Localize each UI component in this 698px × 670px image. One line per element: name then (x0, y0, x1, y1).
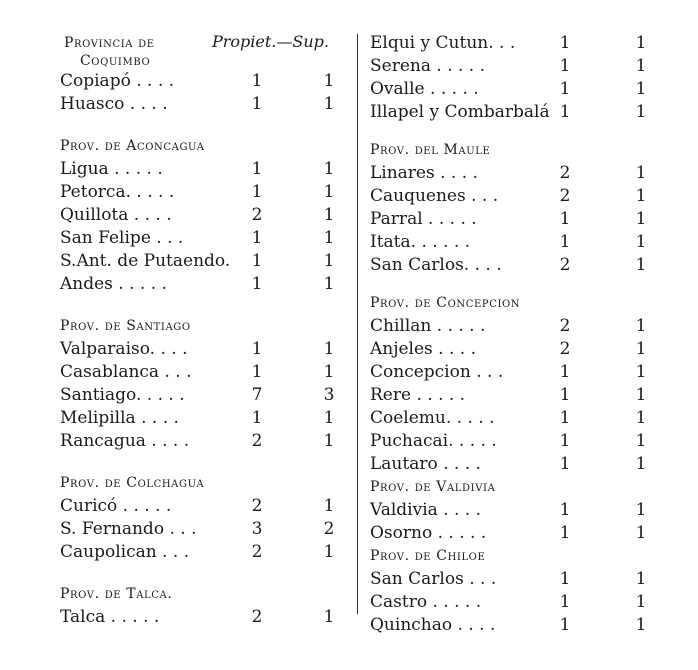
sup-value: 1 (635, 209, 647, 229)
district-name: Casablanca . . . (60, 362, 192, 382)
sup-value: 1 (323, 496, 335, 516)
propiet-value: 1 (559, 385, 571, 405)
district-name: S. Fernando . . . (60, 519, 197, 539)
district-name: Puchacai. . . . . (370, 431, 497, 451)
district-name: Ovalle . . . . . (370, 79, 479, 99)
propiet-value: 1 (251, 408, 263, 428)
sup-value: 1 (323, 228, 335, 248)
propiet-value: 1 (559, 523, 571, 543)
district-name: Caupolican . . . (60, 542, 190, 562)
province-name: Prov. de Aconcagua (60, 138, 205, 154)
sup-value: 1 (635, 79, 647, 99)
propiet-value: 1 (559, 79, 571, 99)
propiet-value: 1 (251, 159, 263, 179)
district-name: Coelemu. . . . . (370, 408, 495, 428)
propiet-value: 2 (251, 205, 263, 225)
district-name: Santiago. . . . . (60, 385, 185, 405)
province-name: Prov. de Colchagua (60, 475, 205, 491)
district-name: Rancagua . . . . (60, 431, 190, 451)
district-name: San Carlos . . . (370, 569, 497, 589)
district-name: Quinchao . . . . (370, 615, 496, 635)
district-name: Rere . . . . . (370, 385, 466, 405)
sup-value: 1 (635, 500, 647, 520)
sup-value: 1 (635, 385, 647, 405)
propiet-value: 2 (559, 316, 571, 336)
district-name: Quillota . . . . (60, 205, 172, 225)
district-name: Castro . . . . . (370, 592, 482, 612)
propiet-value: 1 (559, 209, 571, 229)
sup-value: 2 (323, 519, 335, 539)
propiet-value: 1 (559, 615, 571, 635)
column-headers-text: Propiet.—Sup. (212, 32, 329, 51)
district-name: Osorno . . . . . (370, 523, 487, 543)
propiet-value: 1 (251, 339, 263, 359)
district-name: Illapel y Combarbalá (370, 102, 550, 122)
propiet-value: 1 (559, 454, 571, 474)
propiet-value: 2 (251, 496, 263, 516)
district-name: Cauquenes . . . (370, 186, 499, 206)
sup-value: 1 (635, 454, 647, 474)
propiet-value: 1 (559, 408, 571, 428)
sup-value: 1 (635, 339, 647, 359)
propiet-value: 1 (559, 362, 571, 382)
propiet-value: 1 (251, 362, 263, 382)
sup-value: 1 (323, 431, 335, 451)
propiet-value: 1 (251, 274, 263, 294)
sup-value: 1 (635, 316, 647, 336)
column-divider (357, 34, 358, 614)
district-name: Chillan . . . . . (370, 316, 486, 336)
sup-value: 1 (323, 274, 335, 294)
district-name: Talca . . . . . (60, 607, 160, 627)
district-name: Ligua . . . . . (60, 159, 163, 179)
district-name: S.Ant. de Putaendo. (60, 251, 231, 271)
propiet-value: 2 (559, 255, 571, 275)
propiet-value: 1 (559, 102, 571, 122)
propiet-value: 7 (251, 385, 263, 405)
district-name: Serena . . . . . (370, 56, 486, 76)
propiet-value: 1 (559, 33, 571, 53)
district-name: Huasco . . . . (60, 94, 168, 114)
sup-value: 1 (635, 592, 647, 612)
district-name: Valparaiso. . . . (60, 339, 188, 359)
propiet-value: 1 (559, 500, 571, 520)
propiet-value: 1 (251, 71, 263, 91)
sup-value: 1 (323, 607, 335, 627)
district-name: Petorca. . . . . (60, 182, 175, 202)
propiet-value: 3 (251, 519, 263, 539)
sup-value: 1 (635, 186, 647, 206)
province-name: Prov. de Valdivia (370, 479, 496, 495)
district-name: San Felipe . . . (60, 228, 184, 248)
sup-value: 1 (635, 232, 647, 252)
propiet-value: 2 (251, 607, 263, 627)
sup-value: 1 (323, 408, 335, 428)
district-name: Valdivia . . . . (370, 500, 482, 520)
sup-value: 1 (323, 159, 335, 179)
propiet-value: 2 (559, 186, 571, 206)
province-name: Prov. de Talca. (60, 586, 173, 602)
propiet-value: 1 (559, 431, 571, 451)
sup-value: 1 (323, 71, 335, 91)
sup-value: 1 (635, 408, 647, 428)
district-name: Linares . . . . (370, 163, 478, 183)
district-name: Melipilla . . . . (60, 408, 179, 428)
propiet-value: 1 (251, 182, 263, 202)
sup-value: 1 (635, 33, 647, 53)
province-name: Prov. de Concepcion (370, 295, 521, 311)
district-name: Concepcion . . . (370, 362, 504, 382)
sup-value: 1 (635, 431, 647, 451)
district-name: Copiapó . . . . (60, 71, 175, 91)
sup-value: 1 (323, 251, 335, 271)
district-name: Parral . . . . . (370, 209, 477, 229)
province-name: Prov. de Santiago (60, 318, 191, 334)
header-subtitle (80, 50, 150, 72)
province-name: Prov. del Maule (370, 142, 491, 158)
sup-value: 1 (323, 362, 335, 382)
sup-value: 1 (635, 615, 647, 635)
sup-value: 1 (635, 362, 647, 382)
district-name: Lautaro . . . . (370, 454, 481, 474)
sup-value: 3 (323, 385, 335, 405)
propiet-value: 1 (559, 569, 571, 589)
district-name: Andes . . . . . (60, 274, 167, 294)
sup-value: 1 (323, 339, 335, 359)
propiet-value: 1 (251, 94, 263, 114)
header-title-text: Provincia de (64, 35, 155, 51)
propiet-value: 2 (559, 163, 571, 183)
propiet-value: 1 (559, 592, 571, 612)
column-headers (212, 31, 329, 53)
sup-value: 1 (323, 205, 335, 225)
sup-value: 1 (635, 255, 647, 275)
propiet-value: 1 (559, 232, 571, 252)
district-name: Elqui y Cutun. . . (370, 33, 516, 53)
propiet-value: 2 (559, 339, 571, 359)
propiet-value: 1 (251, 228, 263, 248)
sup-value: 1 (635, 569, 647, 589)
propiet-value: 2 (251, 542, 263, 562)
sup-value: 1 (635, 102, 647, 122)
propiet-value: 1 (559, 56, 571, 76)
header-subtitle-text: Coquimbo (80, 53, 151, 69)
province-name: Prov. de Chiloe (370, 548, 486, 564)
propiet-value: 2 (251, 431, 263, 451)
sup-value: 1 (323, 542, 335, 562)
district-name: San Carlos. . . . (370, 255, 502, 275)
district-name: Anjeles . . . . (370, 339, 477, 359)
sup-value: 1 (323, 182, 335, 202)
district-name: Itata. . . . . . (370, 232, 471, 252)
sup-value: 1 (635, 56, 647, 76)
sup-value: 1 (635, 163, 647, 183)
sup-value: 1 (323, 94, 335, 114)
propiet-value: 1 (251, 251, 263, 271)
sup-value: 1 (635, 523, 647, 543)
district-name: Curicó . . . . . (60, 496, 172, 516)
